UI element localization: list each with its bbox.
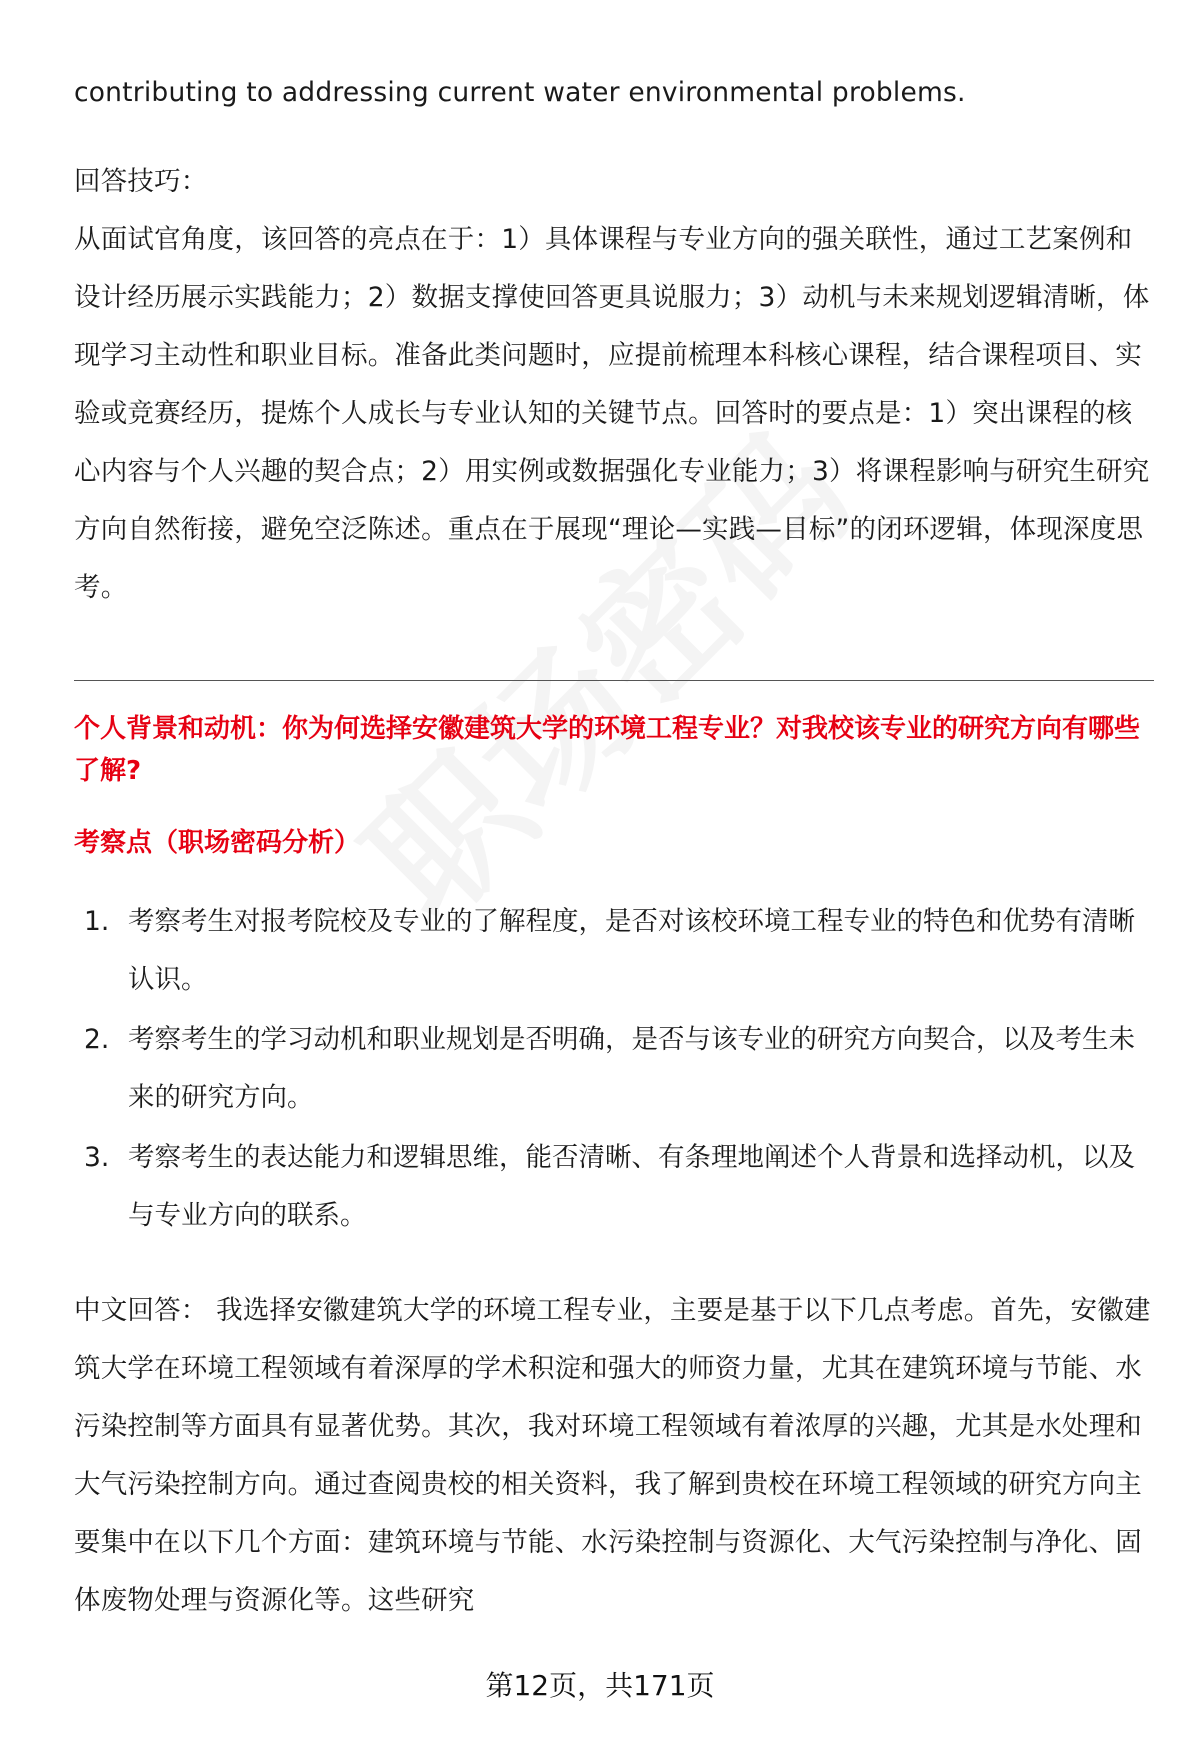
list-item-text: 考察考生的表达能力和逻辑思维，能否清晰、有条理地阐述个人背景和选择动机，以及与专业方向的联系。: [128, 1142, 1135, 1231]
list-item: [74, 893, 1154, 1009]
list-item-text: 考察考生对报考院校及专业的了解程度，是否对该校环境工程专业的特色和优势有清晰认识。: [128, 906, 1135, 995]
list-item-number: 1.: [84, 906, 110, 937]
focus-points-title: 考察点（职场密码分析）: [74, 828, 361, 858]
section-divider: [74, 680, 1154, 681]
document-page: [74, 0, 1154, 1755]
chinese-answer-section: [74, 1282, 1154, 1630]
answer-tips-section: [74, 153, 1154, 617]
list-item-text: 考察考生的学习动机和职业规划是否明确，是否与该专业的研究方向契合，以及考生未来的研究方向。: [128, 1024, 1135, 1113]
page-number: 第12页，共171页: [485, 1669, 715, 1702]
intro-line: contributing to addressing current water environmental problems.: [74, 77, 966, 108]
list-item-number: 2.: [84, 1024, 110, 1055]
question-heading: 个人背景和动机：你为何选择安徽建筑大学的环境工程专业？对我校该专业的研究方向有哪些了解?: [74, 714, 1141, 786]
list-item: [74, 1129, 1154, 1245]
tips-body: 从面试官角度，该回答的亮点在于：1）具体课程与专业方向的强关联性，通过工艺案例和设计经历展示实践能力；2）数据支撑使回答更具说服力；3）动机与未来规划逻辑清晰，体现学习主动性和职业目标。准备此类问题时，应提前梳理本科核心课程，结合课程项目、实验或竞赛经历，提炼个人成长与专业认知的关键节点。回答时的要点是：1）突出课程的核心内容与个人兴趣的契合点；2）用实例或数据强化专业能力；3）将课程影响与研究生研究方向自然衔接，避免空泛陈述。重点在于展现“理论—实践—目标”的闭环逻辑，体现深度思考。: [74, 224, 1150, 603]
tips-heading: 回答技巧：: [74, 166, 208, 197]
list-item: [74, 1011, 1154, 1127]
list-item-number: 3.: [84, 1142, 110, 1173]
focus-points-list: [74, 893, 1154, 1247]
chinese-answer-text: 中文回答： 我选择安徽建筑大学的环境工程专业，主要是基于以下几点考虑。首先，安徽建筑大学在环境工程领域有着深厚的学术积淀和强大的师资力量，尤其在建筑环境与节能、水污染控制等方面具有显著优势。其次，我对环境工程领域有着浓厚的兴趣，尤其是水处理和大气污染控制方向。通过查阅贵校的相关资料，我了解到贵校在环境工程领域的研究方向主要集中在以下几个方面：建筑环境与节能、水污染控制与资源化、大气污染控制与净化、固体废物处理与资源化等。这些研究: [74, 1295, 1151, 1616]
